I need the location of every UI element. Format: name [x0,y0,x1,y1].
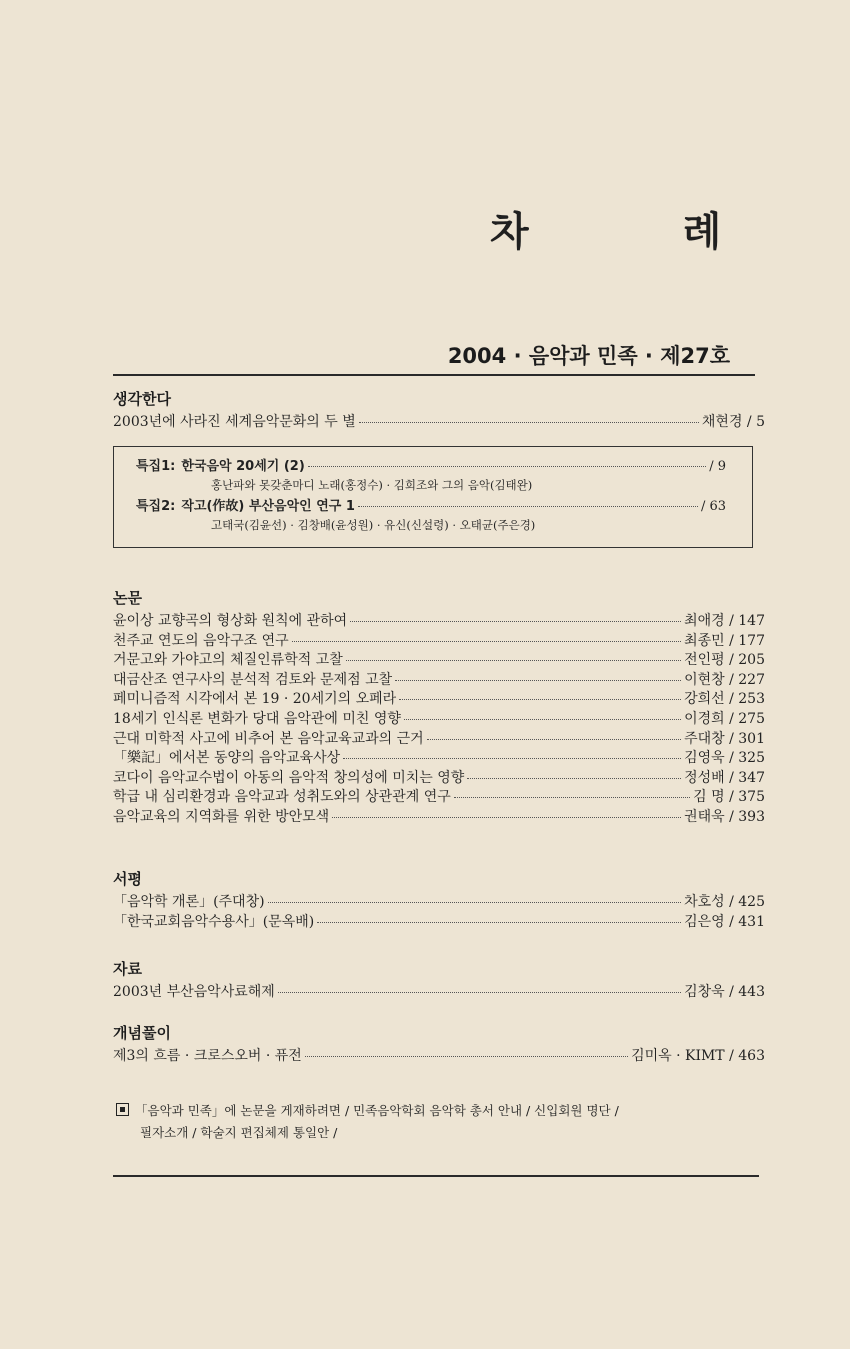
toc-entry[interactable] [113,808,765,828]
entry-author-page: 김 명 / 375 [693,789,765,806]
entry-author-page: 최애경 / 147 [684,613,765,629]
toc-entry[interactable] [113,612,765,632]
section-heading: 개념풀이 [113,1024,171,1042]
leader-dots [305,1056,628,1057]
entry-title: 학급 내 심리환경과 음악교과 성취도와의 상관관계 연구 [113,789,451,806]
leader-dots [278,992,681,993]
section-heading: 서평 [113,870,142,888]
toc-entry[interactable] [113,913,765,933]
entry-author-page: 김미옥 · KIMT / 463 [631,1048,765,1064]
page-title: 차 례 [490,209,792,255]
entry-author-page: 김창욱 / 443 [684,984,765,1000]
entry-author-page: 이경희 / 275 [684,710,765,727]
toc-entry[interactable] [113,893,765,913]
leader-dots [467,778,681,779]
entry-title: 18세기 인식론 변화가 당대 음악관에 미친 영향 [113,710,401,727]
entry-title: 「樂記」에서본 동양의 음악교육사상 [113,750,341,767]
entry-title: 「한국교회음악수용사」(문옥배) [113,913,315,930]
section-papers [113,587,765,828]
toc-entry[interactable] [113,730,765,750]
leader-dots [292,641,681,642]
toc-entry[interactable] [136,498,726,516]
entry-title: 거문고와 가야고의 체질인류학적 고찰 [113,652,343,669]
entry-author-page: 채현경 / 5 [701,414,765,430]
note-line-2: 필자소개 / 학술지 편집체제 통일안 / [140,1125,338,1140]
leader-dots [359,422,699,423]
top-divider [113,374,755,376]
toc-entry[interactable] [113,983,765,1003]
leader-dots [404,719,681,720]
entry-title: 천주교 연도의 음악구조 연구 [113,632,289,649]
entry-subtitle: 홍난파와 못갖춘마디 노래(홍정수) · 김희조와 그의 음악(김태완) [211,478,533,492]
issue-label: 2004 · 음악과 민족 · 제27호 [447,344,730,368]
entry-title: 음악교육의 지역화를 위한 방안모색 [113,808,330,825]
leader-dots [399,699,681,700]
leader-dots [346,660,681,661]
entry-title: 2003년 부산음악사료해제 [113,984,275,1000]
entry-author-page: 정성배 / 347 [684,769,765,786]
leader-dots [350,621,681,622]
toc-entry[interactable] [113,690,765,710]
entry-page: / 63 [700,499,726,514]
entry-title: 페미니즘적 시각에서 본 19 · 20세기의 오페라 [113,691,397,708]
entry-author-page: 강희선 / 253 [684,691,765,708]
toc-entry[interactable] [113,671,765,691]
toc-entry[interactable] [113,749,765,769]
entry-author-page: 권태욱 / 393 [684,808,765,825]
leader-dots [358,506,698,507]
toc-entry[interactable] [113,413,765,433]
leader-dots [332,817,681,818]
square-bullet-icon [116,1103,129,1116]
leader-dots [317,922,681,923]
leader-dots [454,797,690,798]
entry-author-page: 이현창 / 227 [684,671,765,688]
note-line-1: 「음악과 민족」에 논문을 게재하려면 / 민족음악학회 음악학 총서 안내 / 신입회원 명단 / [135,1103,619,1118]
entry-title: 작고(作故) 부산음악인 연구 1 [181,499,355,514]
leader-dots [427,739,681,740]
feature-label: 특집2: [136,499,176,514]
entry-author-page: 최종민 / 177 [684,632,765,649]
toc-entry[interactable] [113,769,765,789]
toc-entry[interactable] [113,788,765,808]
section-think [113,388,765,433]
entry-title: 근대 미학적 사고에 비추어 본 음악교육교과의 근거 [113,730,424,747]
section-heading: 생각한다 [113,390,171,408]
entry-title: 2003년에 사라진 세계음악문화의 두 별 [113,414,356,430]
entry-title: 제3의 흐름 · 크로스오버 · 퓨전 [113,1048,302,1064]
toc-entry[interactable] [113,710,765,730]
entry-author-page: 차호성 / 425 [684,894,765,910]
entry-title: 한국음악 20세기 (2) [181,459,305,474]
entry-author-page: 김은영 / 431 [684,913,765,930]
appendix-note [116,1100,766,1144]
leader-dots [308,466,706,467]
entry-title: 코다이 음악교수법이 아동의 음악적 창의성에 미치는 영향 [113,769,465,786]
entry-page: / 9 [709,459,726,474]
section-heading: 논문 [113,589,142,607]
toc-entry[interactable] [113,651,765,671]
section-reviews [113,868,765,932]
leader-dots [343,758,681,759]
entry-title: 「음악학 개론」(주대창) [113,894,265,910]
bottom-divider [113,1175,759,1177]
toc-entry[interactable] [136,458,726,476]
leader-dots [395,680,681,681]
entry-author-page: 전인평 / 205 [684,652,765,669]
special-feature-box [113,446,753,548]
feature-label: 특집1: [136,459,176,474]
entry-author-page: 주대창 / 301 [684,730,765,747]
entry-author-page: 김영욱 / 325 [684,750,765,767]
toc-entry[interactable] [113,1047,765,1067]
entry-title: 대금산조 연구사의 분석적 검토와 문제점 고찰 [113,671,393,688]
entry-subtitle: 고태국(김윤선) · 김창배(윤성원) · 유신(신설령) · 오태균(주은경) [211,518,536,532]
entry-title: 윤이상 교향곡의 형상화 원칙에 관하여 [113,613,348,629]
section-materials [113,958,765,1003]
leader-dots [268,902,682,903]
section-heading: 자료 [113,960,142,978]
toc-entry[interactable] [113,632,765,652]
section-concepts [113,1022,765,1067]
